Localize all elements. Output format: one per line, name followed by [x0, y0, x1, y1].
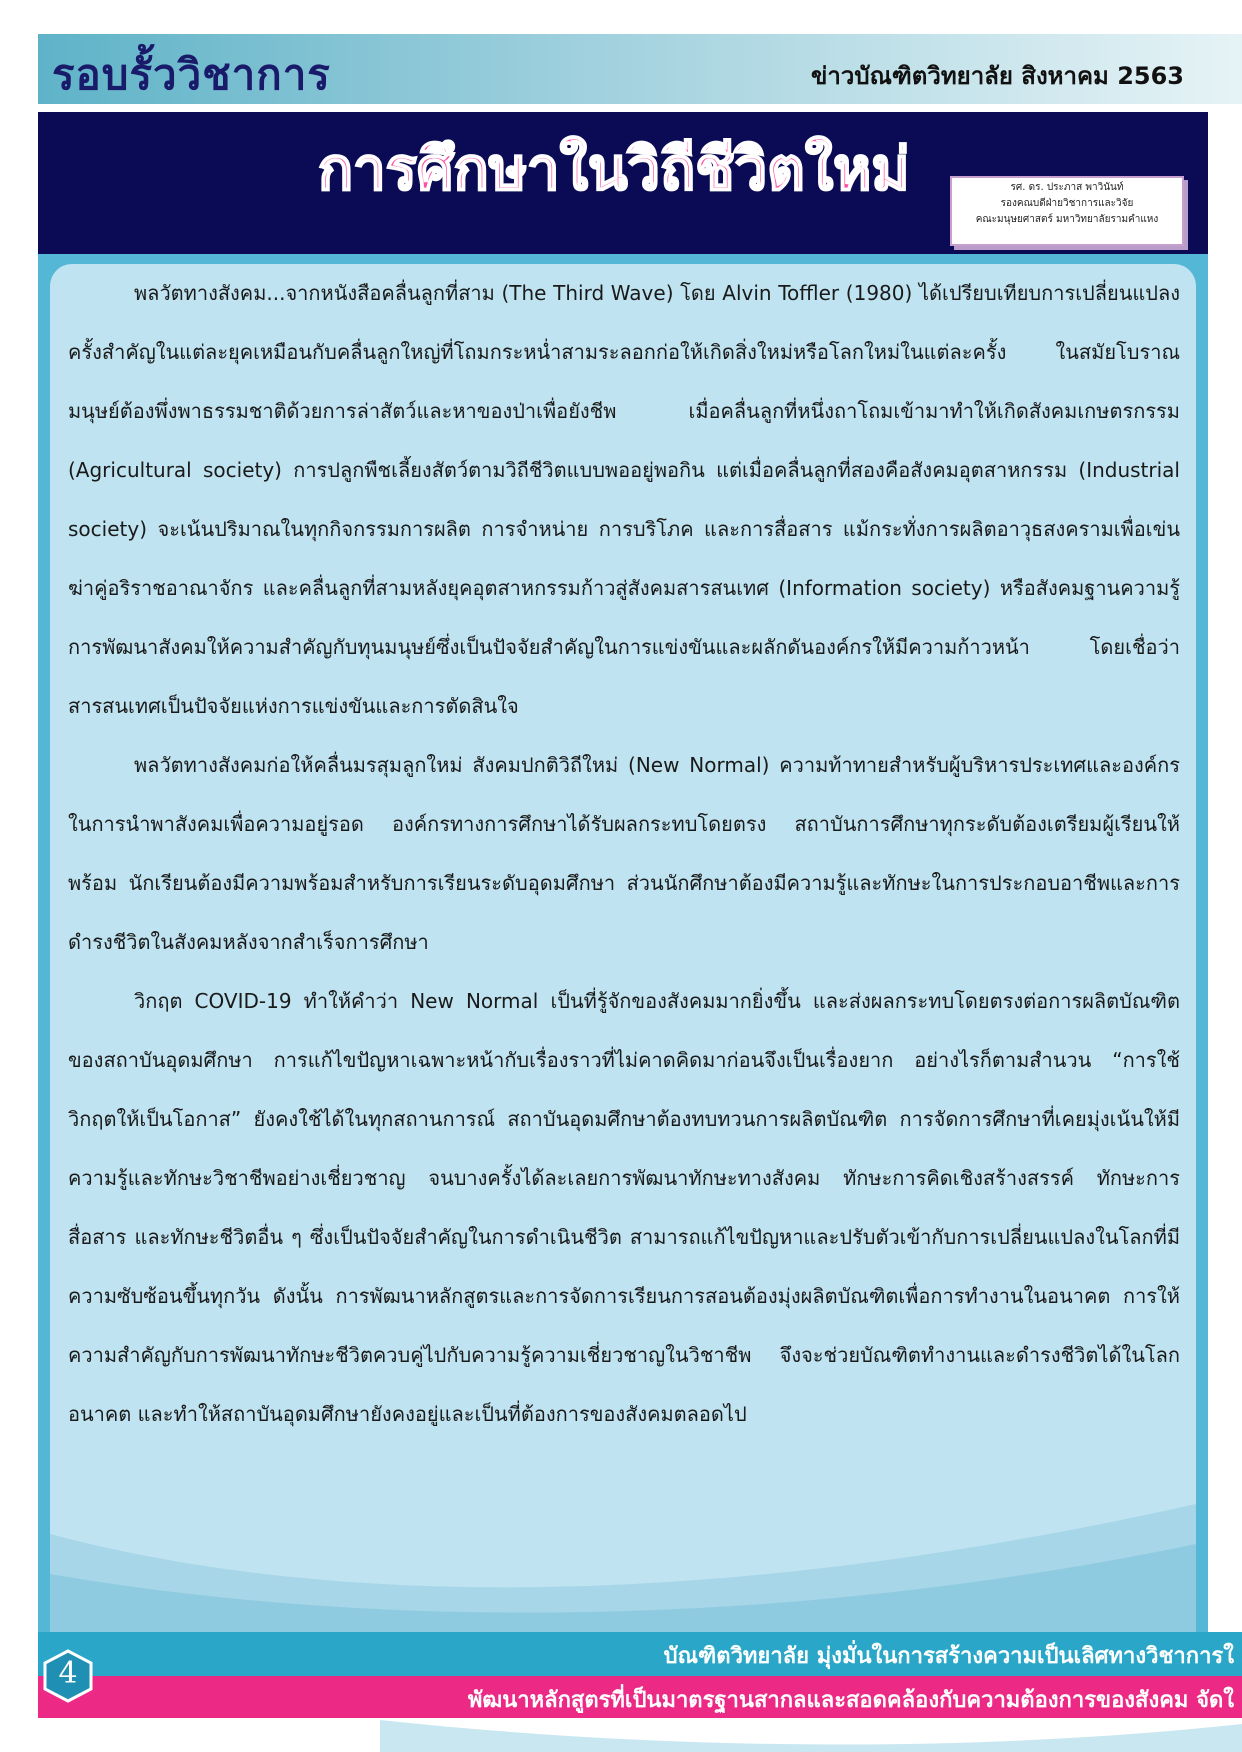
paragraph-3: วิกฤต COVID-19 ทำให้คำว่า New Normal เป็นที่รู้จักของสังคมมากยิ่งขึ้น และส่งผลกระทบโดยตรงต่อการผลิตบัณฑิตของสถาบันอุดมศึกษา การแก้ไขปัญหาเฉพาะหน้ากับเรื่องราวที่ไม่คาดคิดมาก่อนจึงเป็นเรื่องยาก อย่างไรก็ตามสำนวน “การใช้วิกฤตให้เป็นโอกาส” ยังคงใช้ได้ในทุกสถานการณ์ สถาบันอุดมศึกษาต้องทบทวนการผลิตบัณฑิต การจัดการศึกษาที่เคยมุ่งเน้นให้มีความรู้และทักษะวิชาชีพอย่างเชี่ยวชาญ จนบางครั้งได้ละเลยการพัฒนาทักษะทางสังคม ทักษะการคิดเชิงสร้างสรรค์ ทักษะการสื่อสาร และทักษะชีวิตอื่น ๆ ซึ่งเป็นปัจจัยสำคัญในการดำเนินชีวิต สามารถแก้ไขปัญหาและปรับตัวเข้ากับการเปลี่ยนแปลงในโลกที่มีความซับซ้อนขึ้นทุกวัน ดังนั้น การพัฒนาหลักสูตรและการจัดการเรียนการสอนต้องมุ่งผลิตบัณฑิตเพื่อการทำงานในอนาคต การให้ความสำคัญกับการพัฒนาทักษะชีวิตควบคู่ไปกับความรู้ความเชี่ยวชาญในวิชาชีพ จึงจะช่วยบัณฑิตทำงานและดำรงชีวิตได้ในโลกอนาคต และทำให้สถาบันอุดมศึกษายังคงอยู่และเป็นที่ต้องการของสังคมตลอดไป: [68, 989, 1180, 1426]
author-affiliation: คณะมนุษยศาสตร์ มหาวิทยาลัยรามคำแหง: [975, 214, 1159, 225]
paragraph-2: พลวัตทางสังคมก่อให้คลื่นมรสุมลูกใหม่ สังคมปกติวิถีใหม่ (New Normal) ความท้าทายสำหรับผู้บริหารประเทศและองค์กรในการนำพาสังคมเพื่อความอยู่รอด องค์กรทางการศึกษาได้รับผลกระทบโดยตรง สถาบันการศึกษาทุกระดับต้องเตรียมผู้เรียนให้พร้อม นักเรียนต้องมีความพร้อมสำหรับการเรียนระดับอุดมศึกษา ส่วนนักศึกษาต้องมีความรู้และทักษะในการประกอบอาชีพและการดำรงชีวิตในสังคมหลังจากสำเร็จการศึกษา: [68, 753, 1180, 954]
title-panel: [38, 112, 1208, 254]
header-bar: [38, 34, 1242, 104]
footer-slogan-line-2: พัฒนาหลักสูตรที่เป็นมาตรฐานสากลและสอดคล้องกับความต้องการของสังคม จัดใ: [467, 1688, 1234, 1713]
section-brand: รอบรั้ววิชาการ: [52, 50, 331, 99]
author-name: รศ. ดร. ประภาส พาวินันท์: [1010, 182, 1124, 193]
footer-slogan-band: [38, 1632, 1242, 1676]
author-position: รองคณบดีฝ่ายวิชาการและวิจัย: [1000, 198, 1134, 209]
bottom-swoosh-decoration: [380, 1712, 1242, 1752]
issue-label: ข่าวบัณฑิตวิทยาลัย สิงหาคม 2563: [810, 62, 1184, 90]
wave-decoration: [50, 1494, 1196, 1634]
footer-slogan-line-1: บัณฑิตวิทยาลัย มุ่งมั่นในการสร้างความเป็นเลิศทางวิชาการใ: [663, 1644, 1234, 1669]
paragraph-1: พลวัตทางสังคม...จากหนังสือคลื่นลูกที่สาม (The Third Wave) โดย Alvin Toffler (1980) ได้เปรียบเทียบการเปลี่ยนแปลงครั้งสำคัญในแต่ละยุคเหมือนกับคลื่นลูกใหญ่ที่โถมกระหน่ำสามระลอกก่อให้เกิดสิ่งใหม่หรือโลกใหม่ในแต่ละครั้ง ในสมัยโบราณมนุษย์ต้องพึ่งพาธรรมชาติด้วยการล่าสัตว์และหาของป่าเพื่อยังชีพ เมื่อคลื่นลูกที่หนึ่งถาโถมเข้ามาทำให้เกิดสังคมเกษตรกรรม (Agricultural society) การปลูกพืชเลี้ยงสัตว์ตามวิถีชีวิตแบบพออยู่พอกิน แต่เมื่อคลื่นลูกที่สองคือสังคมอุตสาหกรรม (Industrial society) จะเน้นปริมาณในทุกกิจกรรมการผลิต การจำหน่าย การบริโภค และการสื่อสาร แม้กระทั่งการผลิตอาวุธสงครามเพื่อเข่นฆ่าคู่อริราชอาณาจักร และคลื่นลูกที่สามหลังยุคอุตสาหกรรมก้าวสู่สังคมสารสนเทศ (Information society) หรือสังคมฐานความรู้ การพัฒนาสังคมให้ความสำคัญกับทุนมนุษย์ซึ่งเป็นปัจจัยสำคัญในการแข่งขันและผลักดันองค์กรให้มีความก้าวหน้า โดยเชื่อว่าสารสนเทศเป็นปัจจัยแห่งการแข่งขันและการตัดสินใจ: [68, 281, 1180, 718]
page-number: 4: [58, 1656, 78, 1691]
article-title: การศึกษาในวิถีชีวิตใหม่: [318, 135, 910, 203]
article-body: [50, 264, 1196, 1634]
author-box: [950, 176, 1184, 246]
